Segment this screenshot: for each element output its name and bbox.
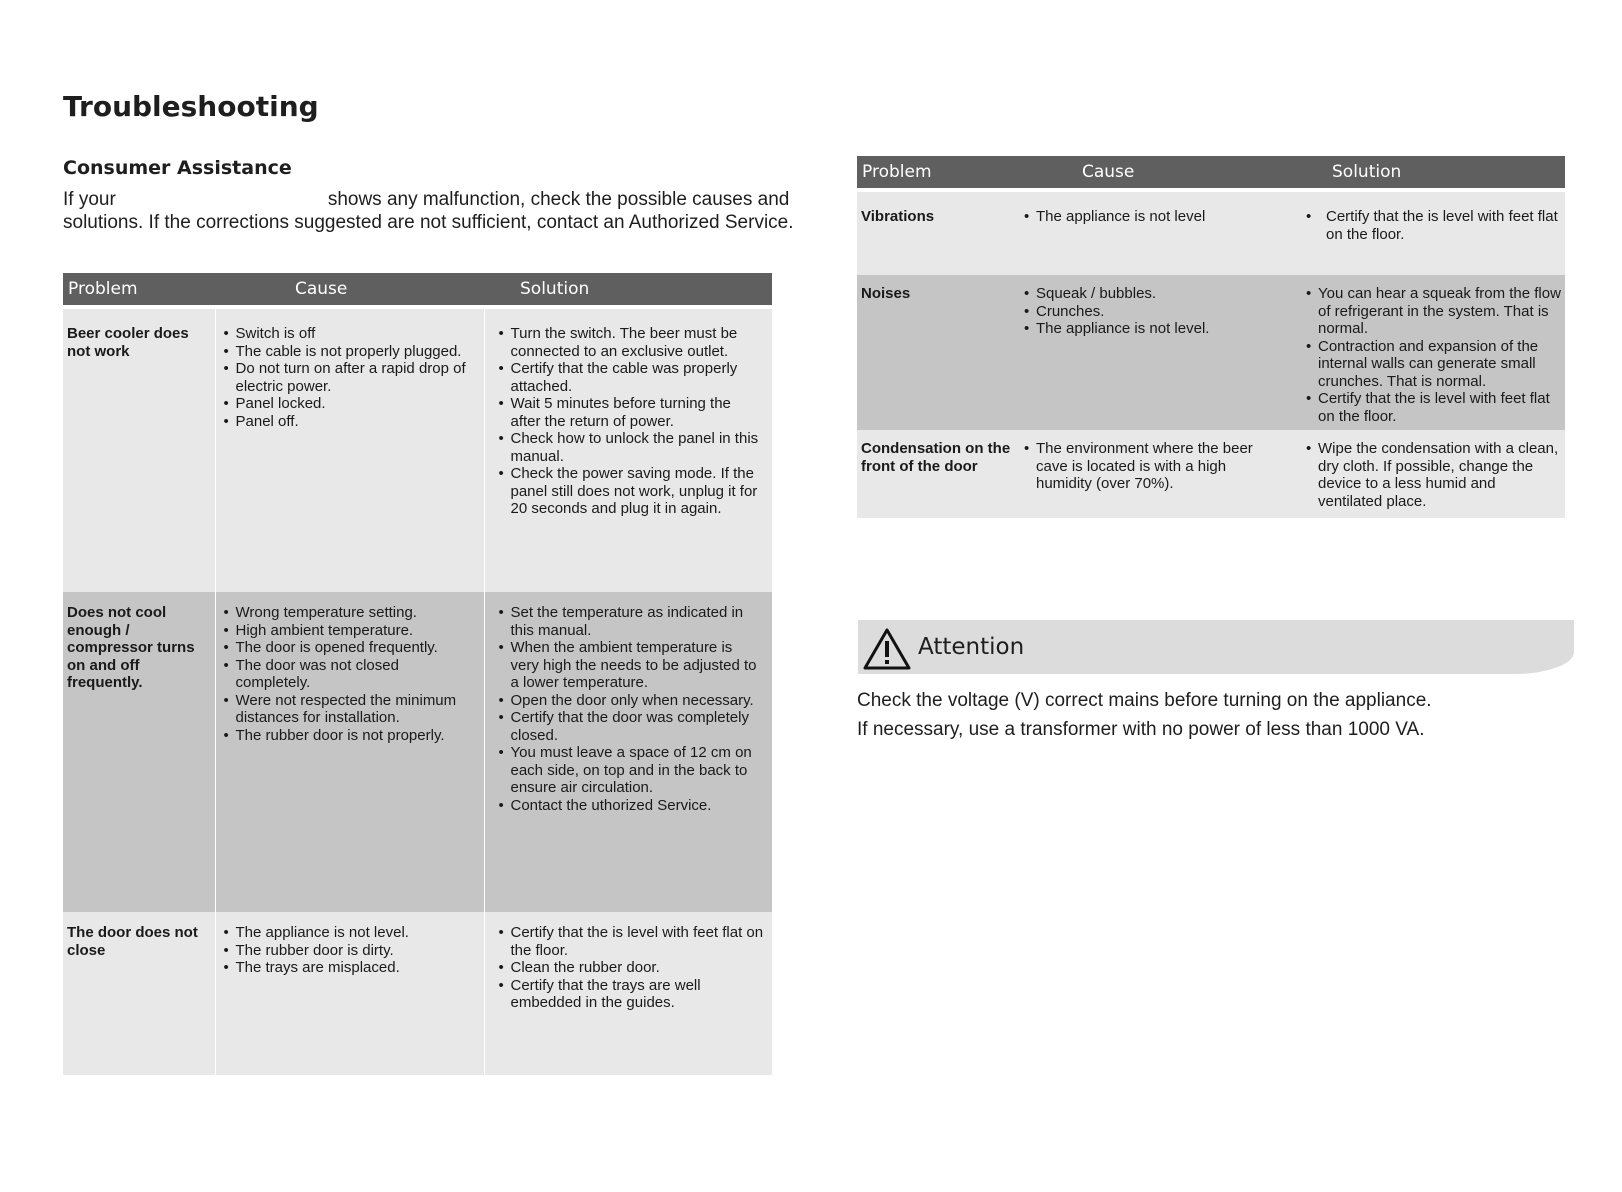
table-row bbox=[63, 309, 772, 592]
intro-rest: shows any malfunction, check the possible causes and solutions. If the corrections suggested are not sufficient, contact an Authorized Service. bbox=[63, 189, 794, 233]
cause-cell bbox=[215, 309, 484, 592]
cause-cell bbox=[1016, 430, 1292, 518]
consumer-assistance-title: Consumer Assistance bbox=[63, 157, 292, 179]
list-item: • Turn the switch. The beer must be connected to an exclusive outlet. bbox=[499, 325, 765, 360]
page-title: Troubleshooting bbox=[63, 90, 319, 123]
list-item: • Certify that the trays are well embedded in the guides. bbox=[499, 977, 765, 1012]
table-row bbox=[63, 912, 772, 1075]
cause-list bbox=[1024, 285, 1284, 338]
list-item: • You must leave a space of 12 cm on each side, on top and in the back to ensure air circulation. bbox=[499, 744, 765, 797]
cause-cell bbox=[1016, 275, 1292, 430]
list-item: • Certify that the is level with feet flat on the floor. bbox=[1306, 390, 1561, 425]
list-item: • The appliance is not level bbox=[1024, 208, 1284, 226]
solution-cell bbox=[1292, 275, 1565, 430]
solution-list bbox=[499, 604, 765, 814]
list-item: • You can hear a squeak from the flow of refrigerant in the system. That is normal. bbox=[1306, 285, 1561, 338]
intro-start: If your bbox=[63, 189, 116, 210]
troubleshooting-table-left bbox=[63, 273, 772, 1075]
list-item: • Clean the rubber door. bbox=[499, 959, 765, 977]
solution-cell bbox=[1292, 192, 1565, 275]
problem-cell: The door does not close bbox=[63, 912, 215, 1075]
attention-text-voltage: Check the voltage (V) correct mains before turning on the appliance. bbox=[857, 690, 1432, 711]
solution-cell bbox=[1292, 430, 1565, 518]
list-item: • Certify that the door was completely closed. bbox=[499, 709, 765, 744]
list-item: • Set the temperature as indicated in this manual. bbox=[499, 604, 765, 639]
header-problem: Problem bbox=[63, 273, 215, 305]
solution-list bbox=[1306, 285, 1561, 425]
list-item: • The door is opened frequently. bbox=[224, 639, 476, 657]
list-item: • Certify that the is level with feet flat on the floor. bbox=[1306, 208, 1561, 243]
list-item: • Check how to unlock the panel in this manual. bbox=[499, 430, 765, 465]
troubleshooting-table-right bbox=[857, 156, 1565, 518]
table-row bbox=[857, 430, 1565, 518]
warning-triangle-icon bbox=[862, 627, 912, 671]
solution-cell bbox=[484, 309, 772, 592]
cause-cell bbox=[1016, 192, 1292, 275]
list-item: • The rubber door is dirty. bbox=[224, 942, 476, 960]
table-row bbox=[63, 592, 772, 912]
cause-cell bbox=[215, 592, 484, 912]
solution-list bbox=[1306, 440, 1561, 510]
cause-list bbox=[224, 604, 476, 744]
list-item: • The door was not closed completely. bbox=[224, 657, 476, 692]
header-cause: Cause bbox=[1016, 156, 1292, 188]
list-item: • The environment where the beer cave is located is with a high humidity (over 70%). bbox=[1024, 440, 1284, 493]
list-item: • Panel off. bbox=[224, 413, 476, 431]
list-item: • Wait 5 minutes before turning the after the return of power. bbox=[499, 395, 765, 430]
list-item: • Open the door only when necessary. bbox=[499, 692, 765, 710]
solution-list bbox=[499, 325, 765, 518]
cause-list bbox=[1024, 440, 1284, 493]
list-item: • The rubber door is not properly. bbox=[224, 727, 476, 745]
solution-list bbox=[499, 924, 765, 1012]
list-item: • Squeak / bubbles. bbox=[1024, 285, 1284, 303]
table-header-row bbox=[857, 156, 1565, 188]
header-solution: Solution bbox=[1292, 156, 1565, 188]
list-item: • Switch is off bbox=[224, 325, 476, 343]
list-item: • The appliance is not level. bbox=[1024, 320, 1284, 338]
list-item: • The appliance is not level. bbox=[224, 924, 476, 942]
list-item: • Do not turn on after a rapid drop of electric power. bbox=[224, 360, 476, 395]
cause-list bbox=[1024, 208, 1284, 226]
attention-text-transformer: If necessary, use a transformer with no power of less than 1000 VA. bbox=[857, 719, 1425, 740]
problem-cell: Condensation on the front of the door bbox=[857, 430, 1016, 518]
cause-cell bbox=[215, 912, 484, 1075]
list-item: • Wipe the condensation with a clean, dry cloth. If possible, change the device to a less humid and ventilated place. bbox=[1306, 440, 1561, 510]
attention-title: Attention bbox=[918, 634, 1025, 660]
list-item: • Were not respected the minimum distances for installation. bbox=[224, 692, 476, 727]
cause-list bbox=[224, 325, 476, 430]
table-row bbox=[857, 275, 1565, 430]
list-item: • Wrong temperature setting. bbox=[224, 604, 476, 622]
header-cause: Cause bbox=[215, 273, 484, 305]
list-item: • Certify that the cable was properly attached. bbox=[499, 360, 765, 395]
list-item: • Certify that the is level with feet flat on the floor. bbox=[499, 924, 765, 959]
list-item: • Crunches. bbox=[1024, 303, 1284, 321]
problem-cell: Noises bbox=[857, 275, 1016, 430]
solution-list bbox=[1306, 208, 1561, 243]
cause-list bbox=[224, 924, 476, 977]
problem-cell: Beer cooler does not work bbox=[63, 309, 215, 592]
list-item: • Panel locked. bbox=[224, 395, 476, 413]
solution-cell bbox=[484, 592, 772, 912]
table-row bbox=[857, 192, 1565, 275]
intro-paragraph bbox=[63, 188, 803, 234]
list-item: • Contraction and expansion of the internal walls can generate small crunches. That is normal. bbox=[1306, 338, 1561, 391]
list-item: • Check the power saving mode. If the panel still does not work, unplug it for 20 seconds and plug it in again. bbox=[499, 465, 765, 518]
table-header-row bbox=[63, 273, 772, 305]
solution-cell bbox=[484, 912, 772, 1075]
problem-cell: Does not cool enough / compressor turns on and off frequently. bbox=[63, 592, 215, 912]
list-item: • Contact the uthorized Service. bbox=[499, 797, 765, 815]
problem-cell: Vibrations bbox=[857, 192, 1016, 275]
header-problem: Problem bbox=[857, 156, 1016, 188]
list-item: • The cable is not properly plugged. bbox=[224, 343, 476, 361]
list-item: • The trays are misplaced. bbox=[224, 959, 476, 977]
list-item: • High ambient temperature. bbox=[224, 622, 476, 640]
list-item: • When the ambient temperature is very high the needs to be adjusted to a lower temperature. bbox=[499, 639, 765, 692]
header-solution: Solution bbox=[484, 273, 772, 305]
